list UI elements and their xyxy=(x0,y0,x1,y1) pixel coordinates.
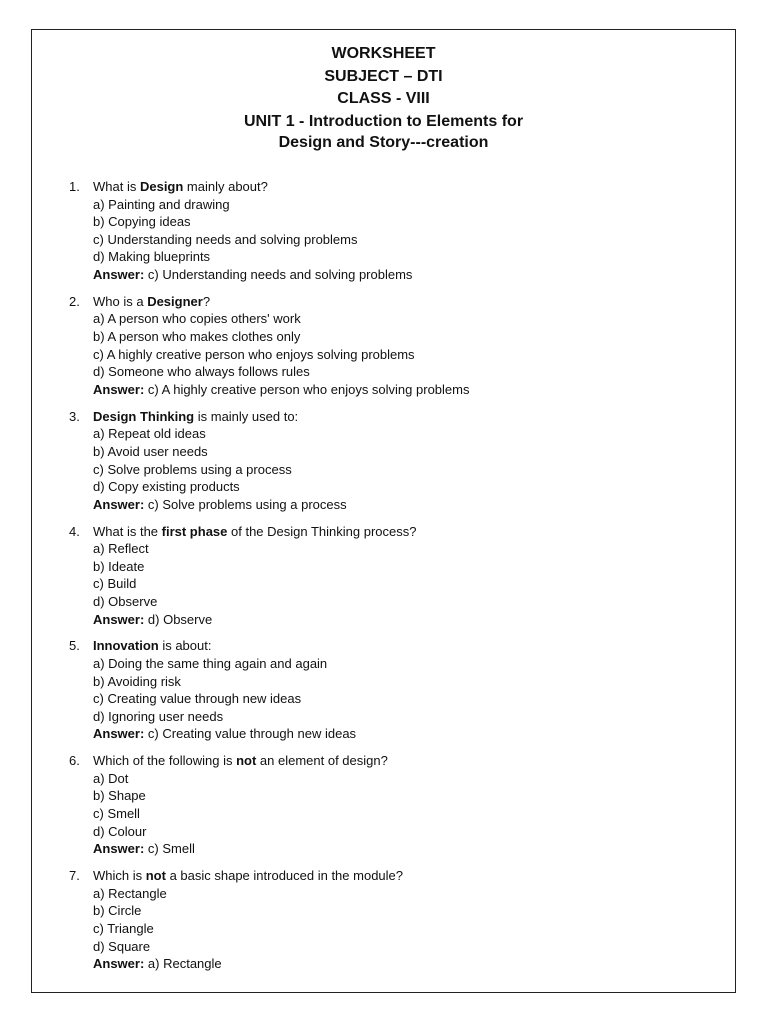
question-text-after: a basic shape introduced in the module? xyxy=(165,868,403,884)
answer-line xyxy=(93,840,704,858)
answer-line xyxy=(93,611,704,629)
answer-option: b) Circle xyxy=(93,903,142,919)
question-number: 6. xyxy=(69,753,80,769)
question-number: 7. xyxy=(69,868,80,884)
answer-label: Answer: xyxy=(93,496,145,512)
question-text xyxy=(93,178,704,196)
question-text-before: Which of the following is xyxy=(93,753,237,769)
answer-value: d) Observe xyxy=(147,611,213,627)
answer-option: c) Solve problems using a process xyxy=(93,461,292,477)
class-label: CLASS - VIII xyxy=(337,90,430,107)
answer-value: c) A highly creative person who enjoys solving problems xyxy=(147,381,470,397)
answer-line xyxy=(93,955,704,973)
worksheet-header xyxy=(31,43,736,153)
answer-line xyxy=(93,725,704,743)
answer-label: Answer: xyxy=(93,381,145,397)
answer-option: d) Copy existing products xyxy=(93,479,240,495)
question-text xyxy=(93,752,704,770)
question-keyword: Innovation xyxy=(93,638,159,654)
answer-option: d) Observe xyxy=(93,593,158,609)
answer-option: a) Reflect xyxy=(93,541,149,557)
question-text xyxy=(93,637,704,655)
question-list xyxy=(64,178,704,982)
answer-label: Answer: xyxy=(93,611,145,627)
question-number: 2. xyxy=(69,293,80,309)
answer-option: a) Doing the same thing again and again xyxy=(93,656,328,672)
answer-option: c) Creating value through new ideas xyxy=(93,691,302,707)
answer-label: Answer: xyxy=(93,266,145,282)
answer-option: b) Avoiding risk xyxy=(93,673,181,689)
answer-option: c) Smell xyxy=(93,806,140,822)
question-keyword: not xyxy=(145,868,166,884)
question-item xyxy=(64,637,704,743)
answer-label: Answer: xyxy=(93,726,145,742)
answer-option: a) Dot xyxy=(93,770,129,786)
worksheet-title: WORKSHEET xyxy=(331,45,436,62)
answer-option: b) Avoid user needs xyxy=(93,443,208,459)
answer-option: b) Shape xyxy=(93,788,146,804)
question-text xyxy=(93,293,704,311)
question-text-after: ? xyxy=(202,293,211,309)
question-keyword: not xyxy=(236,753,257,769)
question-text-before: What is xyxy=(93,179,140,194)
question-text-after: is about: xyxy=(158,638,212,654)
question-text-before: Who is a xyxy=(93,293,148,309)
question-text xyxy=(93,867,704,885)
question-number: 3. xyxy=(69,408,80,424)
question-item xyxy=(64,752,704,858)
answer-value: c) Understanding needs and solving problems xyxy=(147,266,413,282)
answer-option: c) A highly creative person who enjoys solving problems xyxy=(93,346,415,362)
answer-option: d) Making blueprints xyxy=(93,249,211,265)
answer-option: c) Triangle xyxy=(93,920,154,936)
question-keyword: Design xyxy=(139,179,184,194)
answer-option: b) A person who makes clothes only xyxy=(93,329,301,345)
question-number: 5. xyxy=(69,638,80,654)
unit-title-line-1: UNIT 1 - Introduction to Elements for xyxy=(243,112,524,130)
question-keyword: Design Thinking xyxy=(93,408,195,424)
question-text-after: of the Design Thinking process? xyxy=(227,523,417,539)
question-text-before: Which is xyxy=(93,868,146,884)
question-number: 4. xyxy=(69,523,80,539)
question-keyword: first phase xyxy=(161,523,228,539)
answer-label: Answer: xyxy=(93,841,145,857)
question-text-after: an element of design? xyxy=(256,753,388,769)
question-text-after: mainly about? xyxy=(183,179,268,194)
answer-option: d) Square xyxy=(93,938,151,954)
answer-value: a) Rectangle xyxy=(147,956,222,972)
question-item xyxy=(64,867,704,973)
question-item xyxy=(64,523,704,629)
question-item xyxy=(64,178,704,284)
answer-option: a) Rectangle xyxy=(93,885,167,901)
answer-label: Answer: xyxy=(93,956,145,972)
answer-option: d) Someone who always follows rules xyxy=(93,364,310,380)
unit-title-line-2: Design and Story---creation xyxy=(278,133,489,151)
question-keyword: Designer xyxy=(147,293,203,309)
question-item xyxy=(64,408,704,514)
question-text-before: What is the xyxy=(93,523,162,539)
answer-value: c) Solve problems using a process xyxy=(147,496,347,512)
answer-line xyxy=(93,266,704,284)
answer-option: d) Colour xyxy=(93,823,147,839)
question-text-after: is mainly used to: xyxy=(194,408,299,424)
question-item xyxy=(64,293,704,399)
answer-option: c) Build xyxy=(93,576,137,592)
question-number: 1. xyxy=(69,179,80,194)
answer-option: b) Ideate xyxy=(93,558,145,574)
question-text xyxy=(93,523,704,541)
answer-option: b) Copying ideas xyxy=(93,214,191,230)
subject-label: SUBJECT – DTI xyxy=(324,67,443,85)
answer-option: c) Understanding needs and solving problems xyxy=(93,231,358,247)
answer-value: c) Smell xyxy=(147,841,195,857)
answer-option: d) Ignoring user needs xyxy=(93,708,224,724)
answer-line xyxy=(93,381,704,399)
answer-line xyxy=(93,496,704,514)
answer-option: a) Painting and drawing xyxy=(93,196,230,212)
question-text xyxy=(93,408,704,426)
answer-option: a) A person who copies others' work xyxy=(93,311,301,327)
answer-option: a) Repeat old ideas xyxy=(93,426,206,442)
answer-value: c) Creating value through new ideas xyxy=(147,726,357,742)
